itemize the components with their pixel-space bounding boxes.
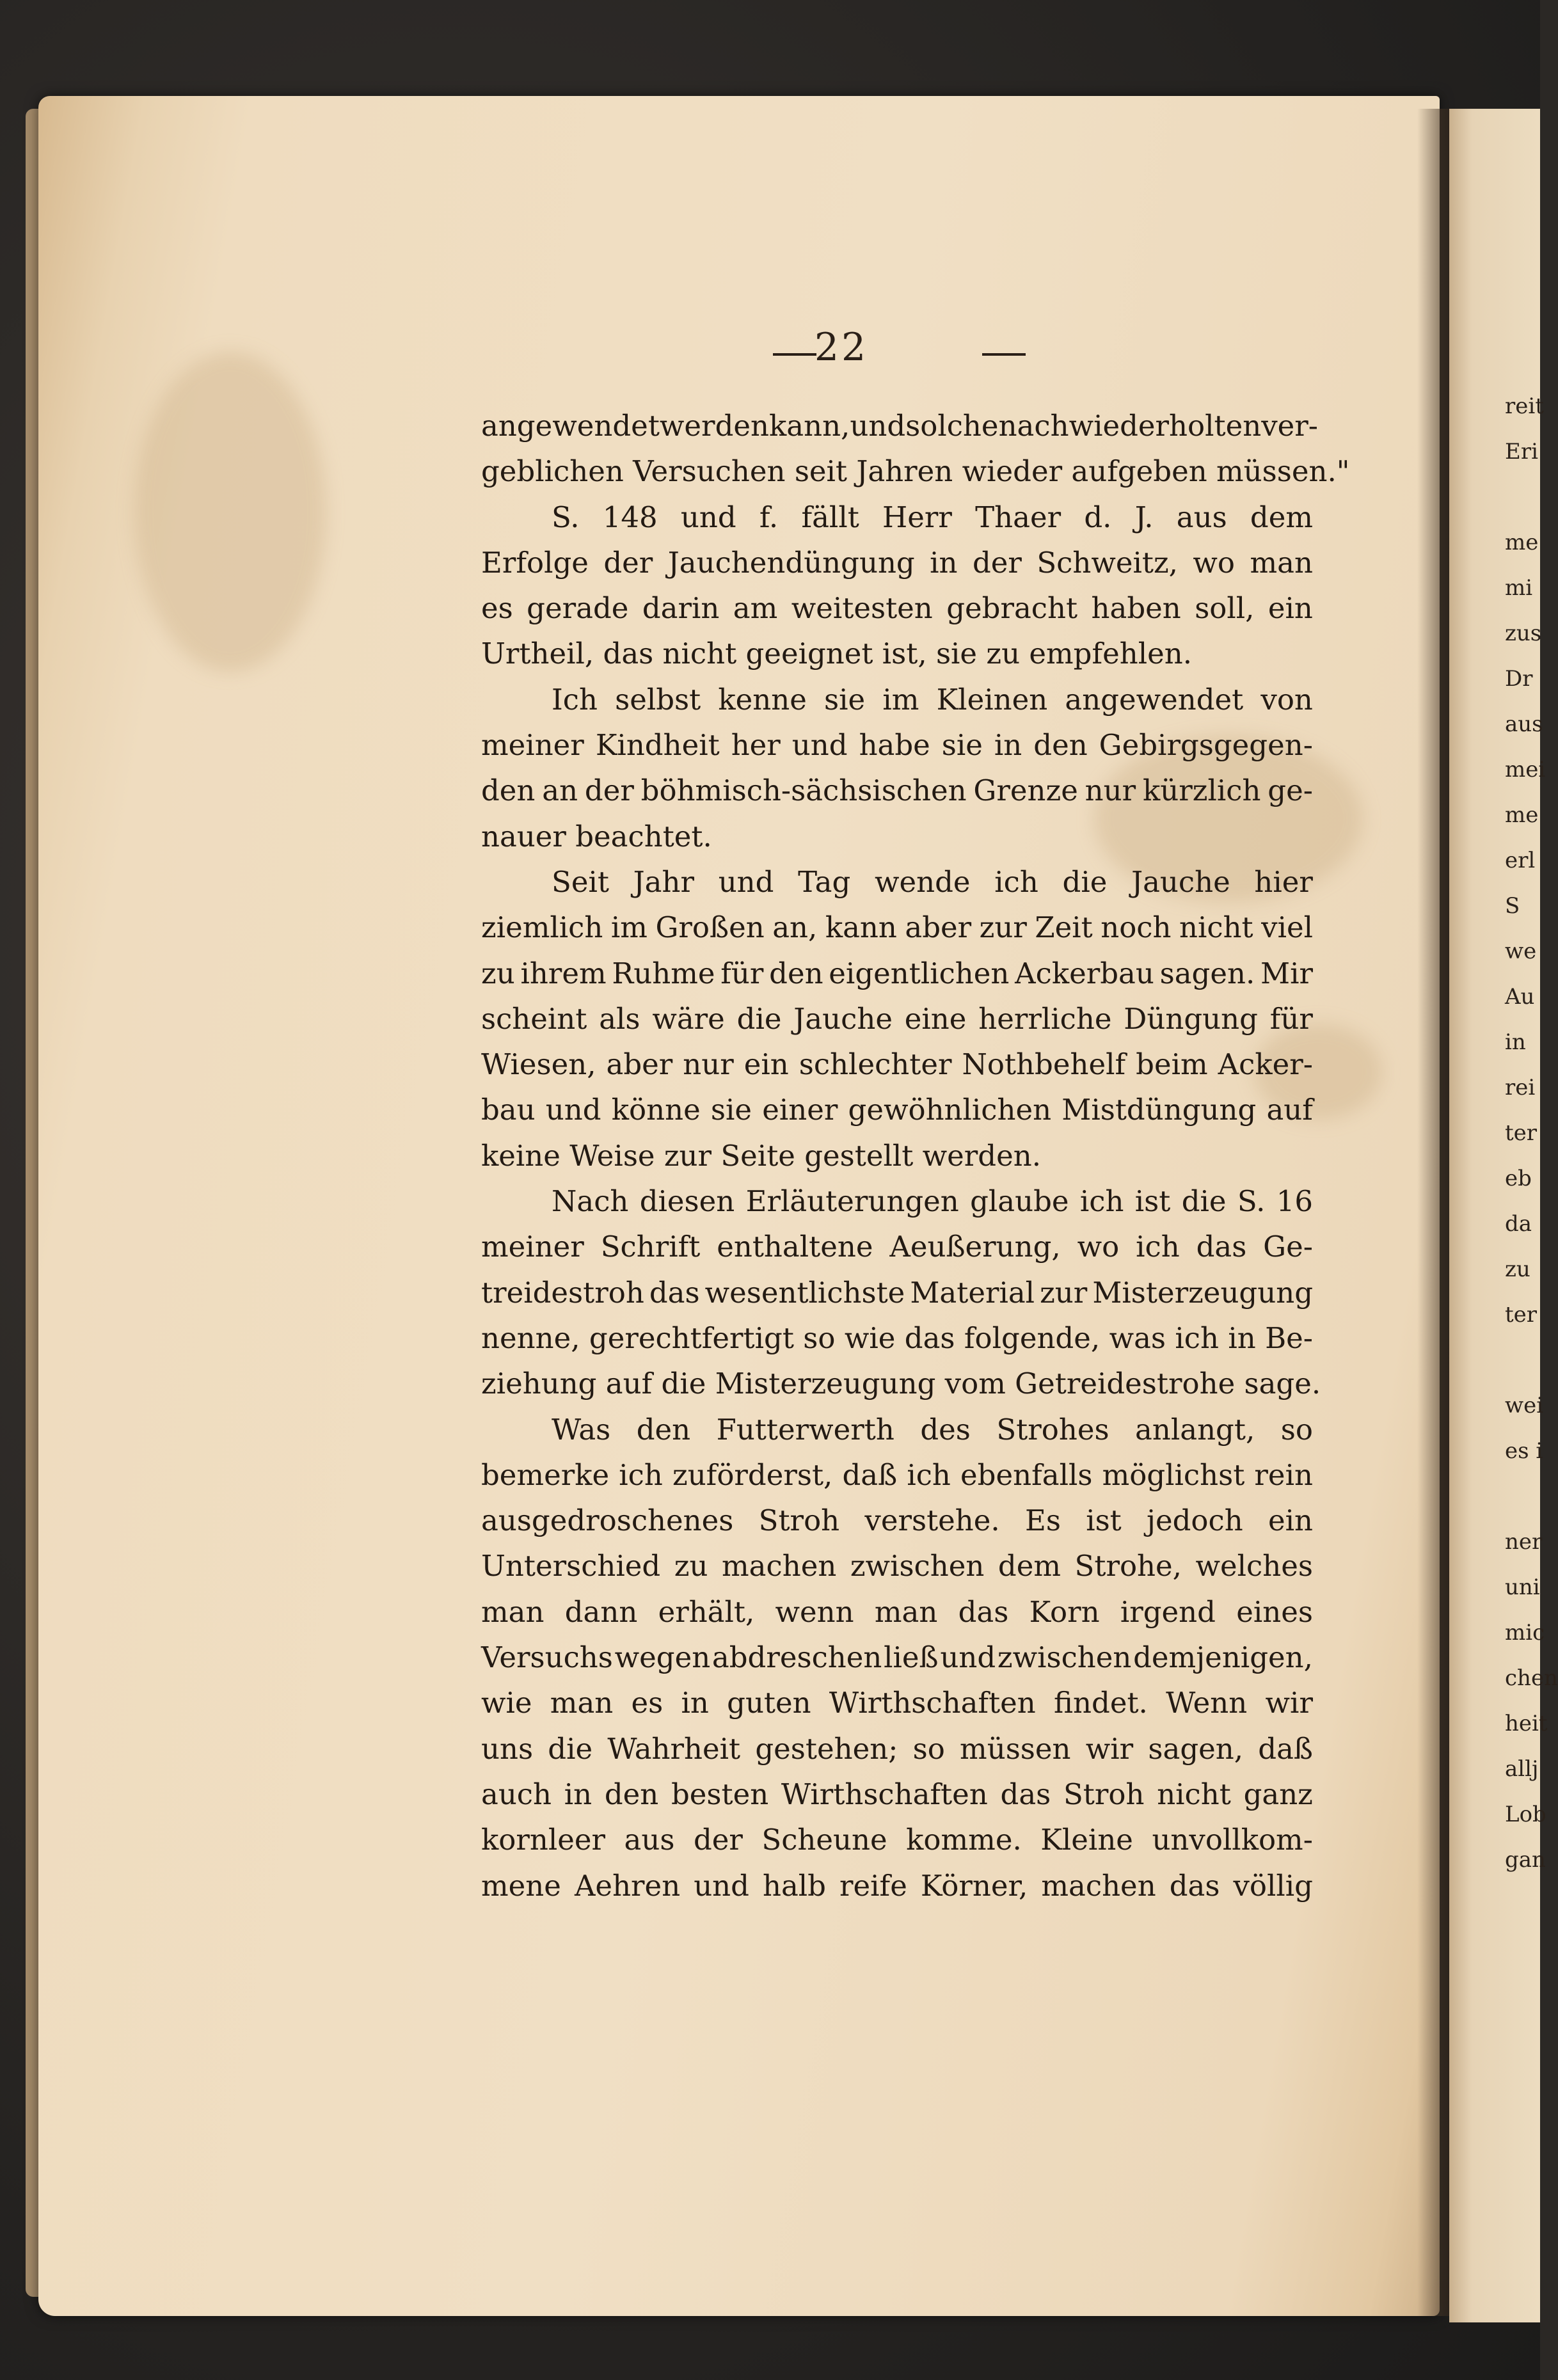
text-line: meiner Schrift enthaltene Aeußerung, wo ich das Ge- (481, 1230, 1313, 1264)
text-line: meiner Kindheit her und habe sie in den Gebirgsgegen- (481, 728, 1313, 763)
text-line: Nach diesen Erläuterungen glaube ich ist die S. 16 (552, 1184, 1313, 1219)
text-line: uns die Wahrheit gestehen; so müssen wir sagen, daß (481, 1731, 1313, 1766)
text-line: es gerade darin am weitesten gebracht haben soll, ein (481, 591, 1313, 626)
facing-page-fragment: eb (1505, 1166, 1532, 1191)
facing-page-fragment (1505, 1474, 1540, 1519)
facing-page-fragment: mic (1505, 1620, 1545, 1646)
text-line: bau und könne sie einer gewöhnlichen Mistdüngung auf (481, 1093, 1313, 1127)
text-line: ausgedroschenes Stroh verstehe. Es ist jedoch ein (481, 1503, 1313, 1538)
facing-page-fragment: da (1505, 1211, 1532, 1237)
facing-page-fragment: chen (1505, 1665, 1558, 1691)
facing-page-fragment: rei (1505, 1075, 1536, 1100)
facing-page-fragment: zus (1505, 621, 1542, 646)
text-line: man dann erhält, wenn man das Korn irgend eines (481, 1594, 1313, 1629)
facing-page-fragment: Lob (1505, 1802, 1546, 1827)
text-line: Ich selbst kenne sie im Kleinen angewendet von (552, 682, 1313, 717)
facing-page-fragment: zu (1505, 1257, 1530, 1282)
text-line: geblichen Versuchen seit Jahren wieder aufgeben müssen." (481, 454, 1350, 489)
facing-page-fragment (1505, 1338, 1540, 1383)
text-line: Erfolge der Jauchendüngung in der Schweitz, wo man (481, 545, 1313, 580)
text-line: Was den Futterwerth des Strohes anlangt, so (552, 1412, 1313, 1447)
page-number-dash-right (982, 353, 1026, 356)
facing-page-fragment: reit (1505, 393, 1544, 419)
text-line: auch in den besten Wirthschaften das Stroh nicht ganz (481, 1777, 1313, 1811)
text-line: nenne, gerechtfertigt so wie das folgende, was ich in Be- (481, 1321, 1313, 1355)
facing-page-fragment: me (1505, 802, 1539, 828)
facing-page-fragment: aus (1505, 711, 1543, 737)
facing-page-fragment: Eri (1505, 439, 1538, 464)
text-line: angewendet werden kann, und solche nach wiederholten ver- (481, 409, 1318, 443)
paper-stain (134, 352, 326, 672)
facing-page-fragment: ter (1505, 1120, 1538, 1146)
text-line: keine Weise zur Seite gestellt werden. (481, 1138, 1042, 1173)
facing-page-fragment: gan (1505, 1847, 1546, 1873)
facing-page-fragment: allj (1505, 1756, 1539, 1782)
text-line: scheint als wäre die Jauche eine herrliche Düngung für (481, 1001, 1313, 1036)
text-line: den an der böhmisch-sächsischen Grenze nur kürzlich ge- (481, 774, 1313, 808)
facing-page-fragment: in (1505, 1029, 1526, 1055)
text-line: bemerke ich zuförderst, daß ich ebenfalls möglichst rein (481, 1457, 1313, 1492)
facing-page-fragment: we (1505, 939, 1537, 964)
facing-page-fragment (1505, 475, 1540, 520)
text-line: Versuchs wegen abdreschen ließ und zwischen demjenigen, (481, 1640, 1313, 1675)
facing-page-fragment: Dr (1505, 666, 1533, 692)
text-line: Seit Jahr und Tag wende ich die Jauche hier (552, 864, 1313, 899)
text-line: treidestroh das wesentlichste Material zur Misterzeugung (481, 1275, 1313, 1310)
facing-page-fragment: es i (1505, 1438, 1543, 1464)
facing-page-fragment: mei (1505, 757, 1546, 782)
text-line: mene Aehren und halb reife Körner, machen das völlig (481, 1868, 1313, 1903)
facing-page-text (1505, 384, 1558, 1883)
facing-page-fragment: ner (1505, 1529, 1543, 1555)
facing-page-fragment: Au (1505, 984, 1535, 1010)
text-line: zu ihrem Ruhme für den eigentlichen Ackerbau sagen. Mir (481, 956, 1313, 990)
facing-page-fragment: wei (1505, 1393, 1544, 1418)
facing-page-fragment: mi (1505, 575, 1533, 601)
text-line: Unterschied zu machen zwischen dem Strohe, welches (481, 1549, 1313, 1583)
facing-page-fragment: uni (1505, 1575, 1540, 1600)
facing-page-fragment: heit (1505, 1711, 1548, 1736)
page-number: 22 (814, 325, 869, 370)
text-line: Wiesen, aber nur ein schlechter Nothbehelf beim Acker- (481, 1047, 1313, 1082)
text-line: wie man es in guten Wirthschaften findet. Wenn wir (481, 1686, 1313, 1720)
facing-page-fragment: S (1505, 893, 1520, 919)
text-line: kornleer aus der Scheune komme. Kleine unvollkom- (481, 1823, 1313, 1857)
facing-page-fragment: ter (1505, 1302, 1538, 1328)
text-line: Urtheil, das nicht geeignet ist, sie zu empfehlen. (481, 637, 1193, 671)
body-text (481, 403, 1350, 1908)
facing-page-fragment: me (1505, 530, 1539, 555)
text-line: nauer beachtet. (481, 819, 712, 853)
text-line: S. 148 und f. fällt Herr Thaer d. J. aus dem (552, 500, 1313, 534)
text-line: ziemlich im Großen an, kann aber zur Zeit noch nicht viel (481, 910, 1313, 945)
facing-page-fragment: erl (1505, 848, 1536, 873)
text-line: ziehung auf die Misterzeugung vom Getreidestrohe sage. (481, 1367, 1321, 1401)
